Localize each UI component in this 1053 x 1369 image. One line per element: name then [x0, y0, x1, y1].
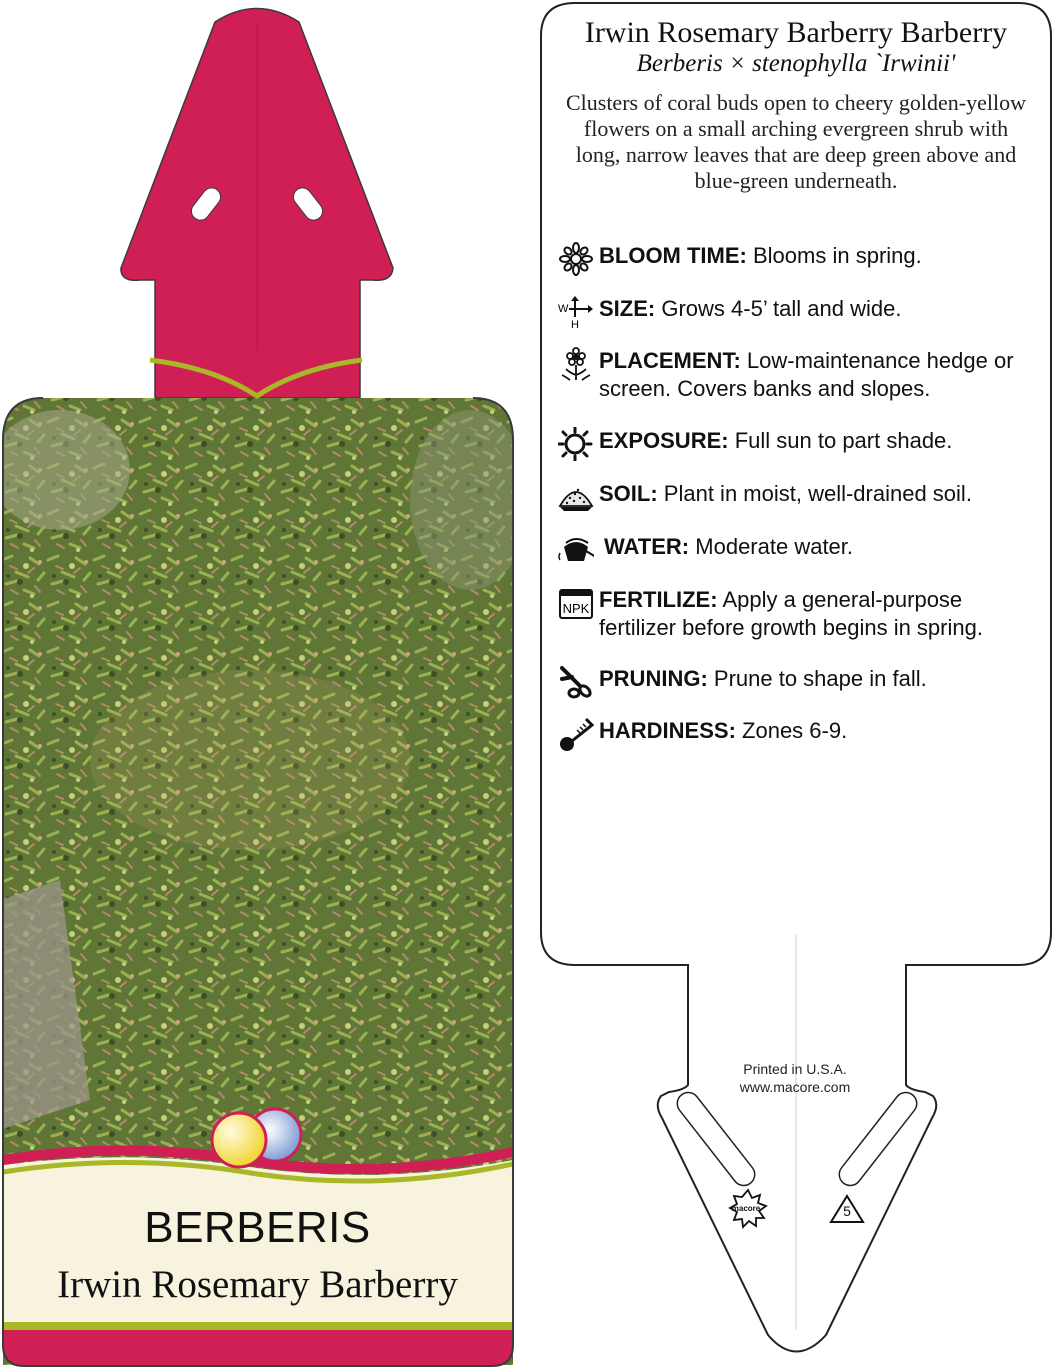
water-label: WATER:: [604, 534, 690, 559]
genus-name: BERBERIS: [144, 1203, 371, 1252]
size-width-letter: W: [558, 303, 569, 315]
watering-can-icon: [558, 533, 594, 567]
plant-description: Clusters of coral buds open to cheery golden-yellow flowers on a small arching evergreen shrub with long, narrow leaves that are deep green above and blue-green underneath.: [565, 90, 1027, 193]
flower-clock-icon: [558, 242, 594, 276]
exposure-label: EXPOSURE:: [599, 428, 729, 453]
hardiness-text: Zones 6-9.: [742, 718, 848, 743]
placement-label: PLACEMENT:: [599, 348, 741, 373]
soil-label: SOIL:: [599, 481, 658, 506]
placement-text: Low-maintenance hedge or screen. Covers banks and slopes.: [599, 348, 1014, 401]
size-arrows-icon: [558, 295, 594, 329]
back-title: Irwin Rosemary Barberry Barberry: [584, 16, 1008, 49]
sun-icon: [558, 427, 594, 461]
bloom-time-label: BLOOM TIME:: [599, 243, 747, 268]
fertilizer-bag-icon: [558, 586, 594, 620]
macore-logo-text: macore: [731, 1204, 761, 1213]
water-text: Moderate water.: [695, 534, 854, 559]
npk-text: NPK: [562, 601, 590, 616]
printed-country: Printed in U.S.A.: [743, 1061, 847, 1077]
placement-flower-icon: [558, 347, 594, 381]
printed-website: www.macore.com: [739, 1079, 851, 1095]
size-height-letter: H: [571, 319, 579, 329]
printed-info: [690, 1060, 900, 1096]
thermometer-icon: [558, 717, 594, 751]
exposure-text: Full sun to part shade.: [734, 428, 953, 453]
recycle-number: 5: [843, 1203, 851, 1219]
common-name: Irwin Rosemary Barberry: [57, 1263, 458, 1306]
bloom-time-text: Blooms in spring.: [753, 243, 922, 268]
pruners-icon: [558, 665, 594, 699]
botanical-name: Berberis × stenophylla `Irwinii': [636, 50, 956, 77]
size-label: SIZE:: [599, 296, 656, 321]
size-text: Grows 4-5’ tall and wide.: [661, 296, 902, 321]
hardiness-label: HARDINESS:: [599, 718, 736, 743]
soil-mound-icon: [558, 480, 594, 514]
pruning-label: PRUNING:: [599, 666, 708, 691]
fertilize-label: FERTILIZE:: [599, 587, 718, 612]
fertilize-text: Apply a general-purpose fertilizer before growth begins in spring.: [599, 587, 983, 640]
soil-text: Plant in moist, well-drained soil.: [663, 481, 972, 506]
pruning-text: Prune to shape in fall.: [713, 666, 927, 691]
